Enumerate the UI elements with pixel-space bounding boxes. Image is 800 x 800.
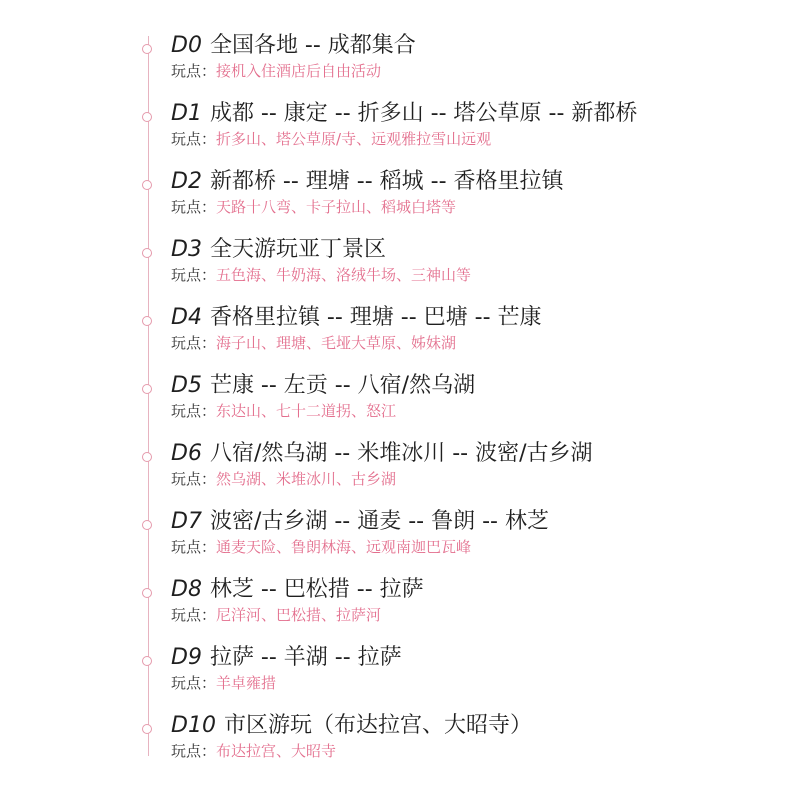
- timeline-dot-icon: [142, 384, 152, 394]
- day-item-d0: [0, 33, 800, 106]
- spot-label: 玩点：: [171, 470, 217, 488]
- day-code: D7: [171, 509, 202, 534]
- day-item-d8: [0, 577, 800, 650]
- day-code: D0: [171, 33, 202, 58]
- day-route: 拉萨 -- 羊湖 -- 拉萨: [209, 645, 402, 670]
- spot-label: 玩点：: [171, 198, 217, 216]
- day-title: [171, 440, 593, 468]
- timeline-dot-icon: [142, 248, 152, 258]
- day-route: 八宿/然乌湖 -- 米堆冰川 -- 波密/古乡湖: [209, 441, 593, 466]
- day-item-d9: [0, 645, 800, 718]
- day-code: D1: [171, 101, 202, 126]
- day-route: 全国各地 -- 成都集合: [209, 33, 416, 58]
- day-code: D9: [171, 645, 202, 670]
- day-route: 全天游玩亚丁景区: [209, 237, 386, 262]
- day-title: [171, 236, 386, 264]
- spot-label: 玩点：: [171, 606, 217, 624]
- day-code: D5: [171, 373, 202, 398]
- spot-label: 玩点：: [171, 334, 217, 352]
- spot-text: 接机入住酒店后自由活动: [216, 62, 382, 80]
- day-spots-row: [171, 265, 471, 285]
- day-title: [171, 576, 424, 604]
- day-spots-row: [171, 469, 396, 489]
- day-item-d1: [0, 101, 800, 174]
- day-code: D4: [171, 305, 202, 330]
- day-title: [171, 168, 564, 196]
- timeline-dot-icon: [142, 112, 152, 122]
- day-item-d7: [0, 509, 800, 582]
- timeline-dot-icon: [142, 452, 152, 462]
- spot-text: 东达山、七十二道拐、怒江: [216, 402, 397, 420]
- day-item-d4: [0, 305, 800, 378]
- day-route: 香格里拉镇 -- 理塘 -- 巴塘 -- 芒康: [209, 305, 542, 330]
- timeline-dot-icon: [142, 724, 152, 734]
- day-spots-row: [171, 333, 456, 353]
- day-spots-row: [171, 197, 456, 217]
- spot-text: 然乌湖、米堆冰川、古乡湖: [216, 470, 397, 488]
- day-route: 芒康 -- 左贡 -- 八宿/然乌湖: [209, 373, 476, 398]
- timeline-dot-icon: [142, 656, 152, 666]
- spot-label: 玩点：: [171, 402, 217, 420]
- spot-label: 玩点：: [171, 62, 217, 80]
- day-route: 林芝 -- 巴松措 -- 拉萨: [209, 577, 424, 602]
- day-spots-row: [171, 129, 491, 149]
- spot-label: 玩点：: [171, 538, 217, 556]
- timeline-dot-icon: [142, 588, 152, 598]
- day-title: [171, 712, 532, 740]
- day-item-d3: [0, 237, 800, 310]
- spot-text: 折多山、塔公草原/寺、远观雅拉雪山远观: [216, 130, 492, 148]
- timeline-dot-icon: [142, 180, 152, 190]
- day-code: D3: [171, 237, 202, 262]
- day-title: [171, 372, 475, 400]
- day-route: 波密/古乡湖 -- 通麦 -- 鲁朗 -- 林芝: [209, 509, 549, 534]
- timeline-dot-icon: [142, 520, 152, 530]
- day-item-d10: [0, 713, 800, 786]
- spot-text: 布达拉宫、大昭寺: [216, 742, 337, 760]
- day-item-d2: [0, 169, 800, 242]
- timeline-dot-icon: [142, 44, 152, 54]
- spot-label: 玩点：: [171, 266, 217, 284]
- day-spots-row: [171, 537, 471, 557]
- spot-text: 五色海、牛奶海、洛绒牛场、三神山等: [216, 266, 472, 284]
- day-spots-row: [171, 741, 336, 761]
- spot-text: 羊卓雍措: [216, 674, 277, 692]
- spot-text: 海子山、理塘、毛垭大草原、姊妹湖: [216, 334, 457, 352]
- day-title: [171, 644, 402, 672]
- day-spots-row: [171, 673, 276, 693]
- day-title: [171, 100, 637, 128]
- spot-label: 玩点：: [171, 742, 217, 760]
- day-item-d6: [0, 441, 800, 514]
- day-code: D2: [171, 169, 202, 194]
- spot-text: 天路十八弯、卡子拉山、稻城白塔等: [216, 198, 457, 216]
- timeline-dot-icon: [142, 316, 152, 326]
- day-title: [171, 508, 549, 536]
- day-title: [171, 304, 542, 332]
- day-spots-row: [171, 61, 381, 81]
- day-item-d5: [0, 373, 800, 446]
- day-code: D10: [171, 713, 216, 738]
- spot-label: 玩点：: [171, 674, 217, 692]
- day-route: 市区游玩（布达拉宫、大昭寺）: [223, 713, 532, 738]
- spot-text: 尼洋河、巴松措、拉萨河: [216, 606, 382, 624]
- day-spots-row: [171, 401, 396, 421]
- spot-label: 玩点：: [171, 130, 217, 148]
- day-route: 新都桥 -- 理塘 -- 稻城 -- 香格里拉镇: [209, 169, 564, 194]
- day-route: 成都 -- 康定 -- 折多山 -- 塔公草原 -- 新都桥: [209, 101, 638, 126]
- spot-text: 通麦天险、鲁朗林海、远观南迦巴瓦峰: [216, 538, 472, 556]
- day-spots-row: [171, 605, 381, 625]
- day-code: D6: [171, 441, 202, 466]
- day-code: D8: [171, 577, 202, 602]
- day-title: [171, 32, 416, 60]
